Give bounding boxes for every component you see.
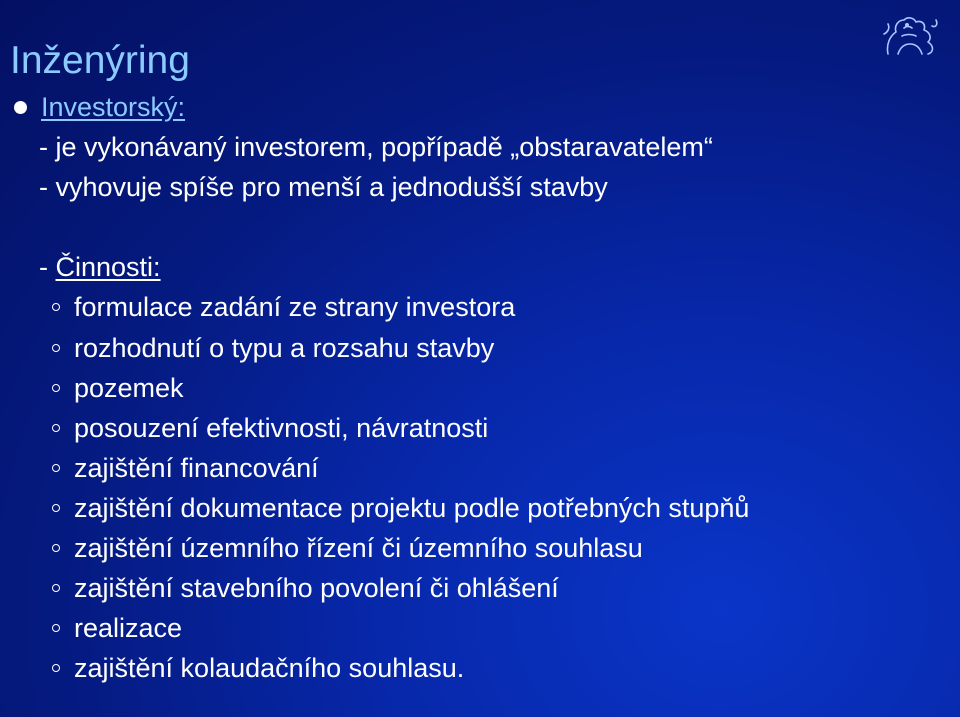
ring-bullet [52, 624, 60, 632]
list-item: zajištění financování [52, 450, 319, 486]
list-item: zajištění dokumentace projektu podle potřebných stupňů [52, 490, 749, 526]
ring-bullet [52, 664, 60, 672]
filled-dot-bullet [14, 101, 27, 114]
text-line-1: - je vykonávaný investorem, popřípadě „obstaravatelem“ [39, 132, 713, 162]
list-item: realizace [52, 610, 182, 646]
list-item: pozemek [52, 370, 184, 406]
activities-label: Činnosti: [55, 252, 161, 282]
activities-prefix: - [39, 252, 56, 282]
list-item: formulace zadání ze strany investora [52, 289, 515, 325]
list-item: zajištění stavebního povolení či ohlášení [52, 570, 559, 606]
list-item: posouzení efektivnosti, návratnosti [52, 410, 488, 446]
list-item: rozhodnutí o typu a rozsahu stavby [52, 330, 494, 366]
ring-bullet [52, 344, 60, 352]
bullet-label: Investorský: [41, 92, 186, 122]
ring-bullet [52, 384, 60, 392]
ring-bullet [52, 504, 60, 512]
activities-heading [39, 249, 161, 285]
ring-bullet [52, 544, 60, 552]
list-item: zajištění kolaudačního souhlasu. [52, 650, 464, 686]
bullet-investorsky [10, 89, 185, 125]
lion-emblem-icon [880, 14, 940, 58]
list-item: zajištění územního řízení či územního souhlasu [52, 530, 643, 566]
ring-bullet [52, 303, 60, 311]
ring-bullet [52, 464, 60, 472]
slide-title: Inženýring [10, 39, 190, 82]
ring-bullet [52, 584, 60, 592]
text-line-2: - vyhovuje spíše pro menší a jednodušší stavby [39, 172, 608, 202]
ring-bullet [52, 424, 60, 432]
